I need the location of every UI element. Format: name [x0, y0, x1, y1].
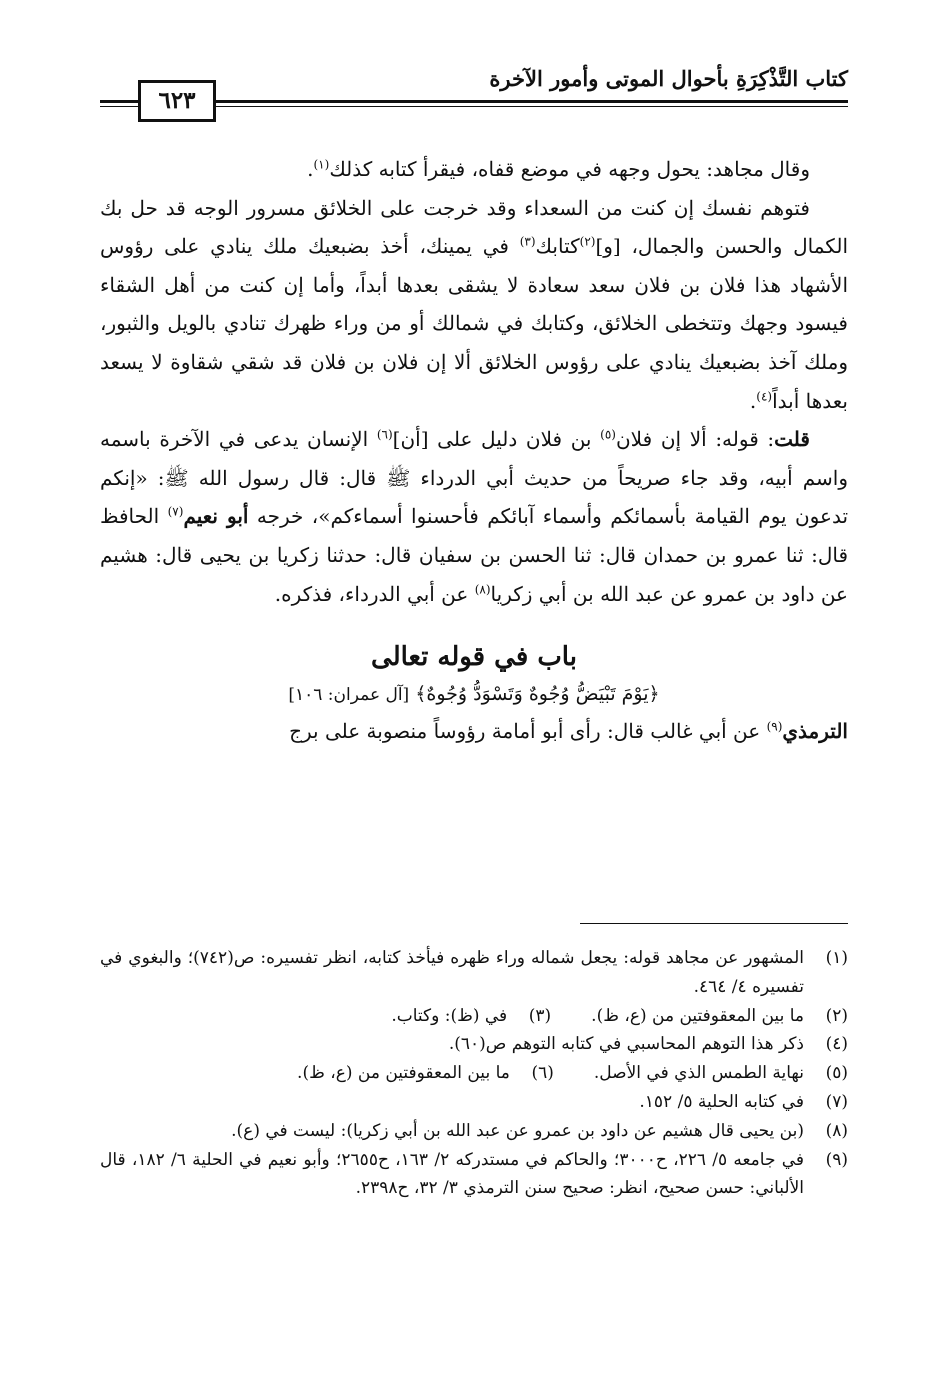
footnote-7: (٧) في كتابه الحلية ٥/ ١٥٢. — [639, 1091, 848, 1112]
quran-text: ﴿يَوْمَ تَبْيَضُّ وُجُوهٌ وَتَسْوَدُّ وُجُوهٌ﴾ — [415, 683, 660, 706]
footnote-3: (٣) في (ظ): وكتاب. — [391, 1005, 552, 1026]
footnote-row-2-3 — [100, 1002, 848, 1031]
footnote-ref-6: (٦) — [376, 427, 393, 442]
footnote-ref-8: (٨) — [474, 581, 491, 596]
paragraph-qultu: قلت: قوله: ألا إن فلان$^{(٥)}$ بن فلان دليل على [أن]$^{(٦)}$ الإنسان يدعى في الآخرة باسمه واسم أبيه، وقد جاء صريحاً من حديث أبي الدرداء ﷺ قال: قال رسول الله ﷺ: «إنكم تدعون يوم القيامة بأسمائكم وأسماء آبائكم فأحسنوا أسماءكم»، خرجه أبو نعيم$^{(٧)}$ الحافظ قال: ثنا عمرو بن حمدان قال: ثنا الحسن بن سفيان قال: حدثنا زكريا بن يحيى قال: هشيم عن داود بن عمرو عن عبد الله بن أبي زكريا$^{(٨)}$ عن أبي الدرداء، فذكره. — [100, 427, 849, 606]
footnotes — [100, 944, 848, 1203]
qultu-lead: قلت — [774, 427, 810, 452]
footnote-ref-7: (٧) — [167, 504, 184, 519]
running-title: كتاب التَّذْكِرَةِ بأحوال الموتى وأمور الآخرة — [489, 66, 848, 91]
footnote-4: (٤) ذكر هذا التوهم المحاسبي في كتابه التوهم ص(٦٠). — [448, 1034, 848, 1055]
abu-nuaym-name: أبو نعيم — [183, 504, 249, 529]
footnote-ref-5: (٥) — [600, 427, 616, 442]
chapter-title: باب في قوله تعالى — [371, 642, 577, 673]
page-number: ٦٢٣ — [138, 80, 216, 122]
footnote-ref-4: (٤) — [756, 388, 773, 403]
quran-verse — [100, 677, 848, 712]
paragraph-imagine: فتوهم نفسك إن كنت من السعداء وقد خرجت على الخلائق مسرور الوجه قد حل بك الكمال والحسن والجمال، [و]$^{(٢)}$كتابك$^{(٣)}$ في يمينك، أخذ بضبعيك ملك ينادي على رؤوس الأشهاد هذا فلان بن فلان سعد سعادة لا يشقى بعدها أبداً، وأما إن كنت من أهل الشقاء فيسود وجهك وتتخطى الخلائق، وكتابك في شمالك أو من وراء ظهرك تنادي بالويل والثبور، وملك آخذ بضبعيك ينادي على رؤوس الخلائق ألا إن فلان بن فلان قد شقي شقاوة لا يسعد بعدها أبداً$^{(٤)}$. — [100, 195, 848, 413]
footnote-6: (٦) ما بين المعقوفتين من (ع، ظ). — [297, 1063, 554, 1084]
footnote-ref-2: (٢) — [579, 234, 596, 249]
paragraph-tirmidhi: الترمذي$^{(٩)}$ عن أبي غالب قال: رأى أبو أمامة رؤوساً منصوبة على برج — [289, 719, 848, 744]
footnote-ref-1: (١) — [313, 157, 330, 172]
footnote-5: (٥) نهاية الطمس الذي في الأصل. — [593, 1063, 848, 1084]
footnote-separator — [580, 923, 848, 924]
footnote-1: (١) المشهور عن مجاهد قوله: يجعل شماله وراء ظهره فيأخذ كتابه، انظر تفسيره: ص(٧٤٢)؛ والبغوي في تفسيره ٤/ ٤٦٤. — [100, 948, 848, 997]
paragraph-mujahid: وقال مجاهد: يحول وجهه في موضع قفاه، فيقرأ كتابه كذلك$^{(١)}$. — [307, 157, 810, 181]
quran-reference: [آل عمران: ١٠٦] — [288, 685, 410, 706]
footnote-ref-9: (٩) — [766, 719, 783, 734]
footnote-2: (٢) ما بين المعقوفتين من (ع، ظ). — [591, 1005, 848, 1026]
footnote-ref-3: (٣) — [519, 234, 536, 249]
main-text — [100, 150, 848, 751]
footnote-9: (٩) في جامعه ٥/ ٢٢٦، ح٣٠٠٠؛ والحاكم في مستدركه ٢/ ١٦٣، ح٢٦٥٥؛ وأبو نعيم في الحلية ٦/ ١٨٢، قال الألباني: حسن صحيح، انظر: صحيح سنن الترمذي ٣/ ٣٢، ح٢٣٩٨. — [100, 1149, 848, 1199]
footnote-row-5-6 — [100, 1059, 848, 1088]
footnote-8: (٨) (بن يحيى قال هشيم عن داود بن عمرو عن عبد الله بن أبي زكريا): ليست في (ع). — [231, 1120, 848, 1141]
tirmidhi-lead: الترمذي — [782, 719, 848, 744]
